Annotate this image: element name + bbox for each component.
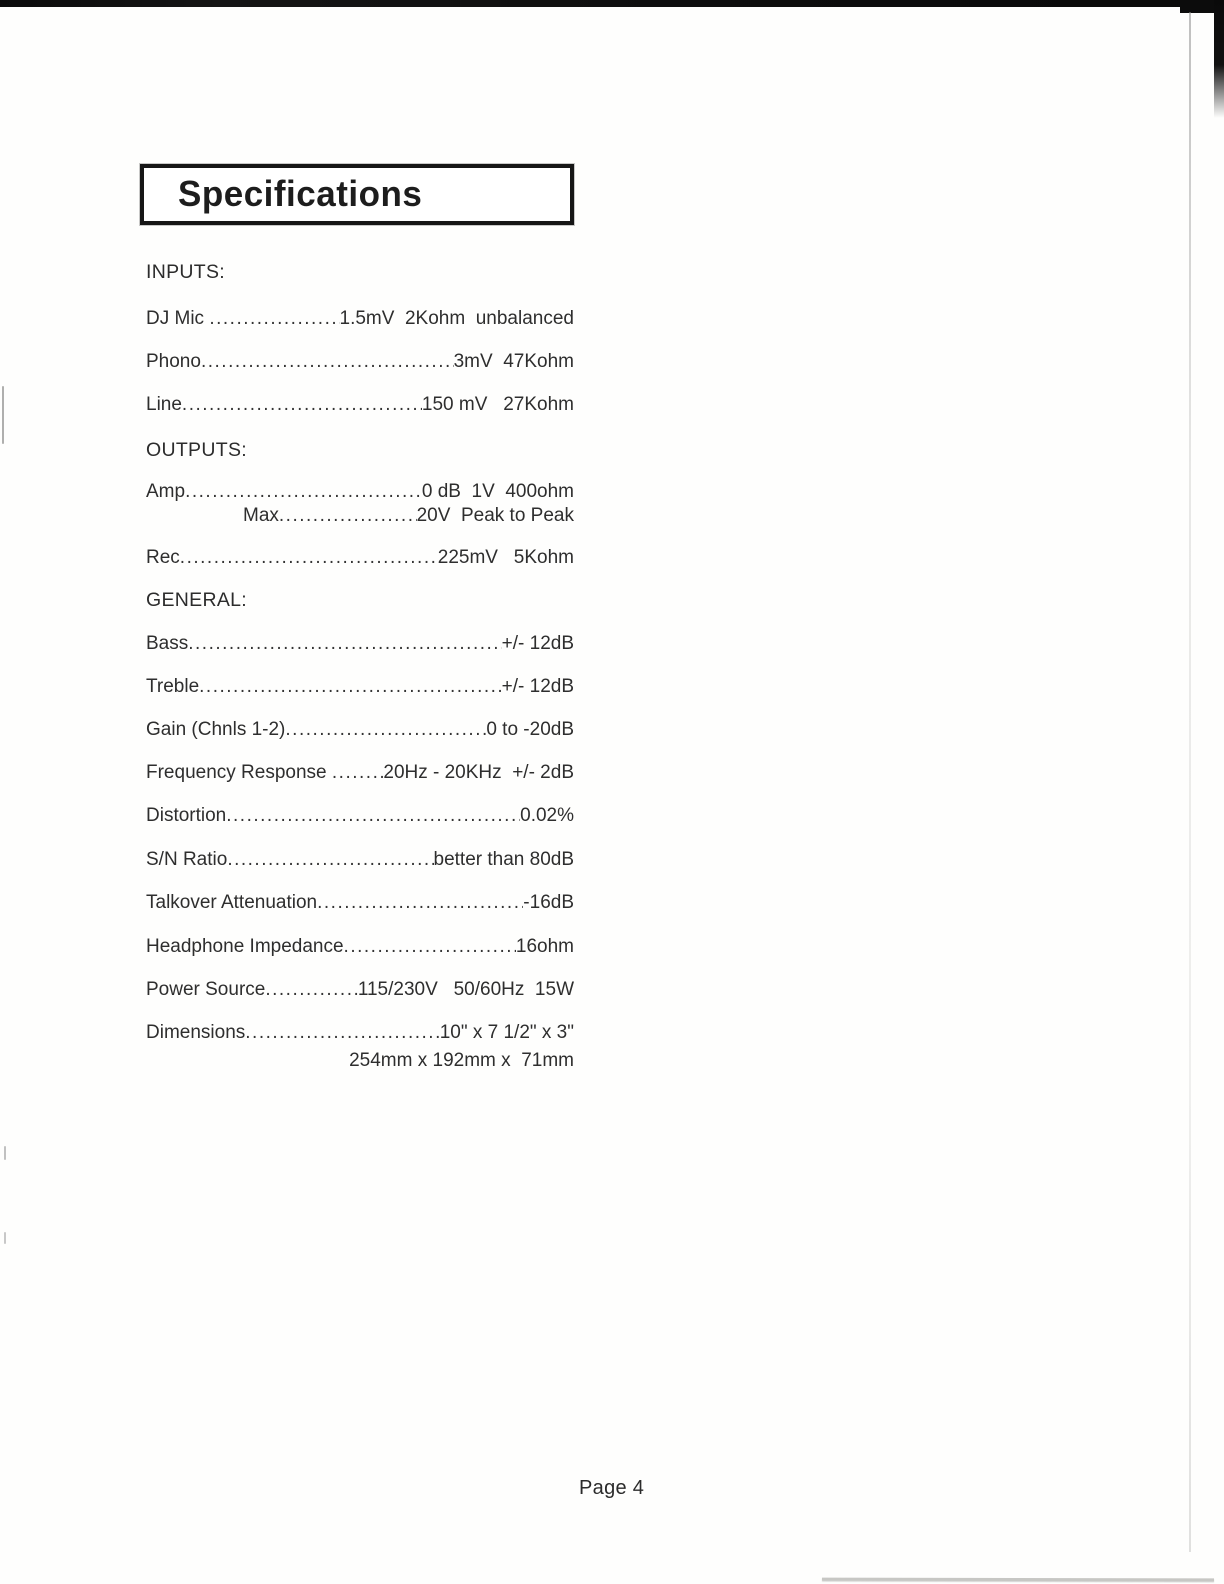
spec-label: Max (243, 505, 279, 526)
spec-row-amp-max (243, 505, 574, 526)
dot-leader (227, 849, 433, 870)
scan-artifact-bottom-strip (822, 1578, 1214, 1582)
dot-leader (185, 481, 422, 502)
spec-label: Frequency Response (146, 762, 332, 783)
spec-label: Power Source (146, 979, 266, 1000)
dot-leader (201, 351, 454, 372)
spec-label: DJ Mic (146, 308, 210, 329)
scan-artifact-left-mark (4, 1146, 6, 1160)
spec-row-frequency-response (146, 762, 574, 783)
spec-label: Gain (Chnls 1-2) (146, 719, 286, 740)
section-heading-label: GENERAL: (146, 589, 248, 611)
spec-value: 3mV 47Kohm (453, 351, 574, 372)
spec-value: +/- 12dB (501, 676, 574, 697)
spec-row-gain (146, 719, 574, 740)
dot-leader (180, 547, 438, 568)
spec-label: Line (146, 394, 182, 415)
spec-value: 16ohm (515, 936, 574, 957)
dot-leader (188, 633, 501, 654)
dot-leader (245, 1022, 439, 1043)
spec-label: Headphone Impedance (146, 936, 344, 957)
dot-leader (209, 308, 339, 329)
dot-leader (265, 979, 357, 1000)
scan-artifact-right-edge (1214, 0, 1224, 118)
scan-artifact-right-line (1189, 12, 1191, 1552)
spec-value: better than 80dB (433, 849, 574, 870)
spec-value: 20Hz - 20KHz +/- 2dB (383, 762, 574, 783)
scan-artifact-left-mark (2, 386, 4, 444)
spec-row-amp (146, 481, 574, 502)
spec-row-power-source (146, 979, 574, 1000)
scan-artifact-top-bar (0, 0, 1224, 7)
spec-row-bass (146, 633, 574, 654)
spec-value: 115/230V 50/60Hz 15W (357, 979, 574, 1000)
spec-label: Dimensions (146, 1022, 246, 1043)
spec-label: Amp (146, 481, 186, 502)
spec-label: Talkover Attenuation (146, 892, 318, 913)
spec-value: +/- 12dB (501, 633, 574, 654)
spec-row-headphone-impedance (146, 936, 574, 957)
section-heading-outputs (146, 440, 574, 461)
section-heading-inputs (146, 262, 574, 283)
dot-leader (182, 394, 422, 415)
dot-leader (344, 936, 516, 957)
dot-leader (199, 676, 501, 697)
scan-artifact-left-mark (4, 1232, 6, 1244)
specifications-title-box (140, 164, 574, 225)
spec-row-dimensions-metric (146, 1050, 574, 1071)
spec-row-line (146, 394, 574, 415)
spec-row-phono (146, 351, 574, 372)
dot-leader (317, 892, 523, 913)
spec-label: Phono (146, 351, 201, 372)
spec-row-treble (146, 676, 574, 697)
section-heading-general (146, 590, 574, 611)
spec-row-dj-mic (146, 308, 574, 329)
section-heading-label: OUTPUTS: (146, 439, 247, 461)
spec-row-distortion (146, 805, 574, 826)
spec-label: Rec (146, 547, 180, 568)
spec-label: Treble (146, 676, 200, 697)
spec-label: S/N Ratio (146, 849, 228, 870)
dot-leader (285, 719, 486, 740)
spec-value: -16dB (523, 892, 574, 913)
page-title: Specifications (178, 174, 423, 214)
spec-row-dimensions (146, 1022, 574, 1043)
spec-row-rec (146, 547, 574, 568)
spec-value: 254mm x 192mm x 71mm (349, 1050, 574, 1071)
spec-row-talkover-attenuation (146, 892, 574, 913)
spec-value: 0 dB 1V 400ohm (421, 481, 574, 502)
spec-value: 10" x 7 1/2" x 3" (439, 1022, 574, 1043)
spec-value: 0.02% (520, 805, 574, 826)
page-number: Page 4 (579, 1477, 645, 1499)
dot-leader (226, 805, 520, 826)
spec-value: 1.5mV 2Kohm unbalanced (339, 308, 574, 329)
section-heading-label: INPUTS: (146, 261, 226, 283)
spec-label: Distortion (146, 805, 227, 826)
spec-value: 225mV 5Kohm (437, 547, 574, 568)
spec-value: 20V Peak to Peak (416, 505, 574, 526)
spec-row-sn-ratio (146, 849, 574, 870)
spec-value: 0 to -20dB (486, 719, 574, 740)
dot-leader (332, 762, 383, 783)
spec-label: Bass (146, 633, 189, 654)
spec-value: 150 mV 27Kohm (421, 394, 574, 415)
dot-leader (279, 505, 417, 526)
